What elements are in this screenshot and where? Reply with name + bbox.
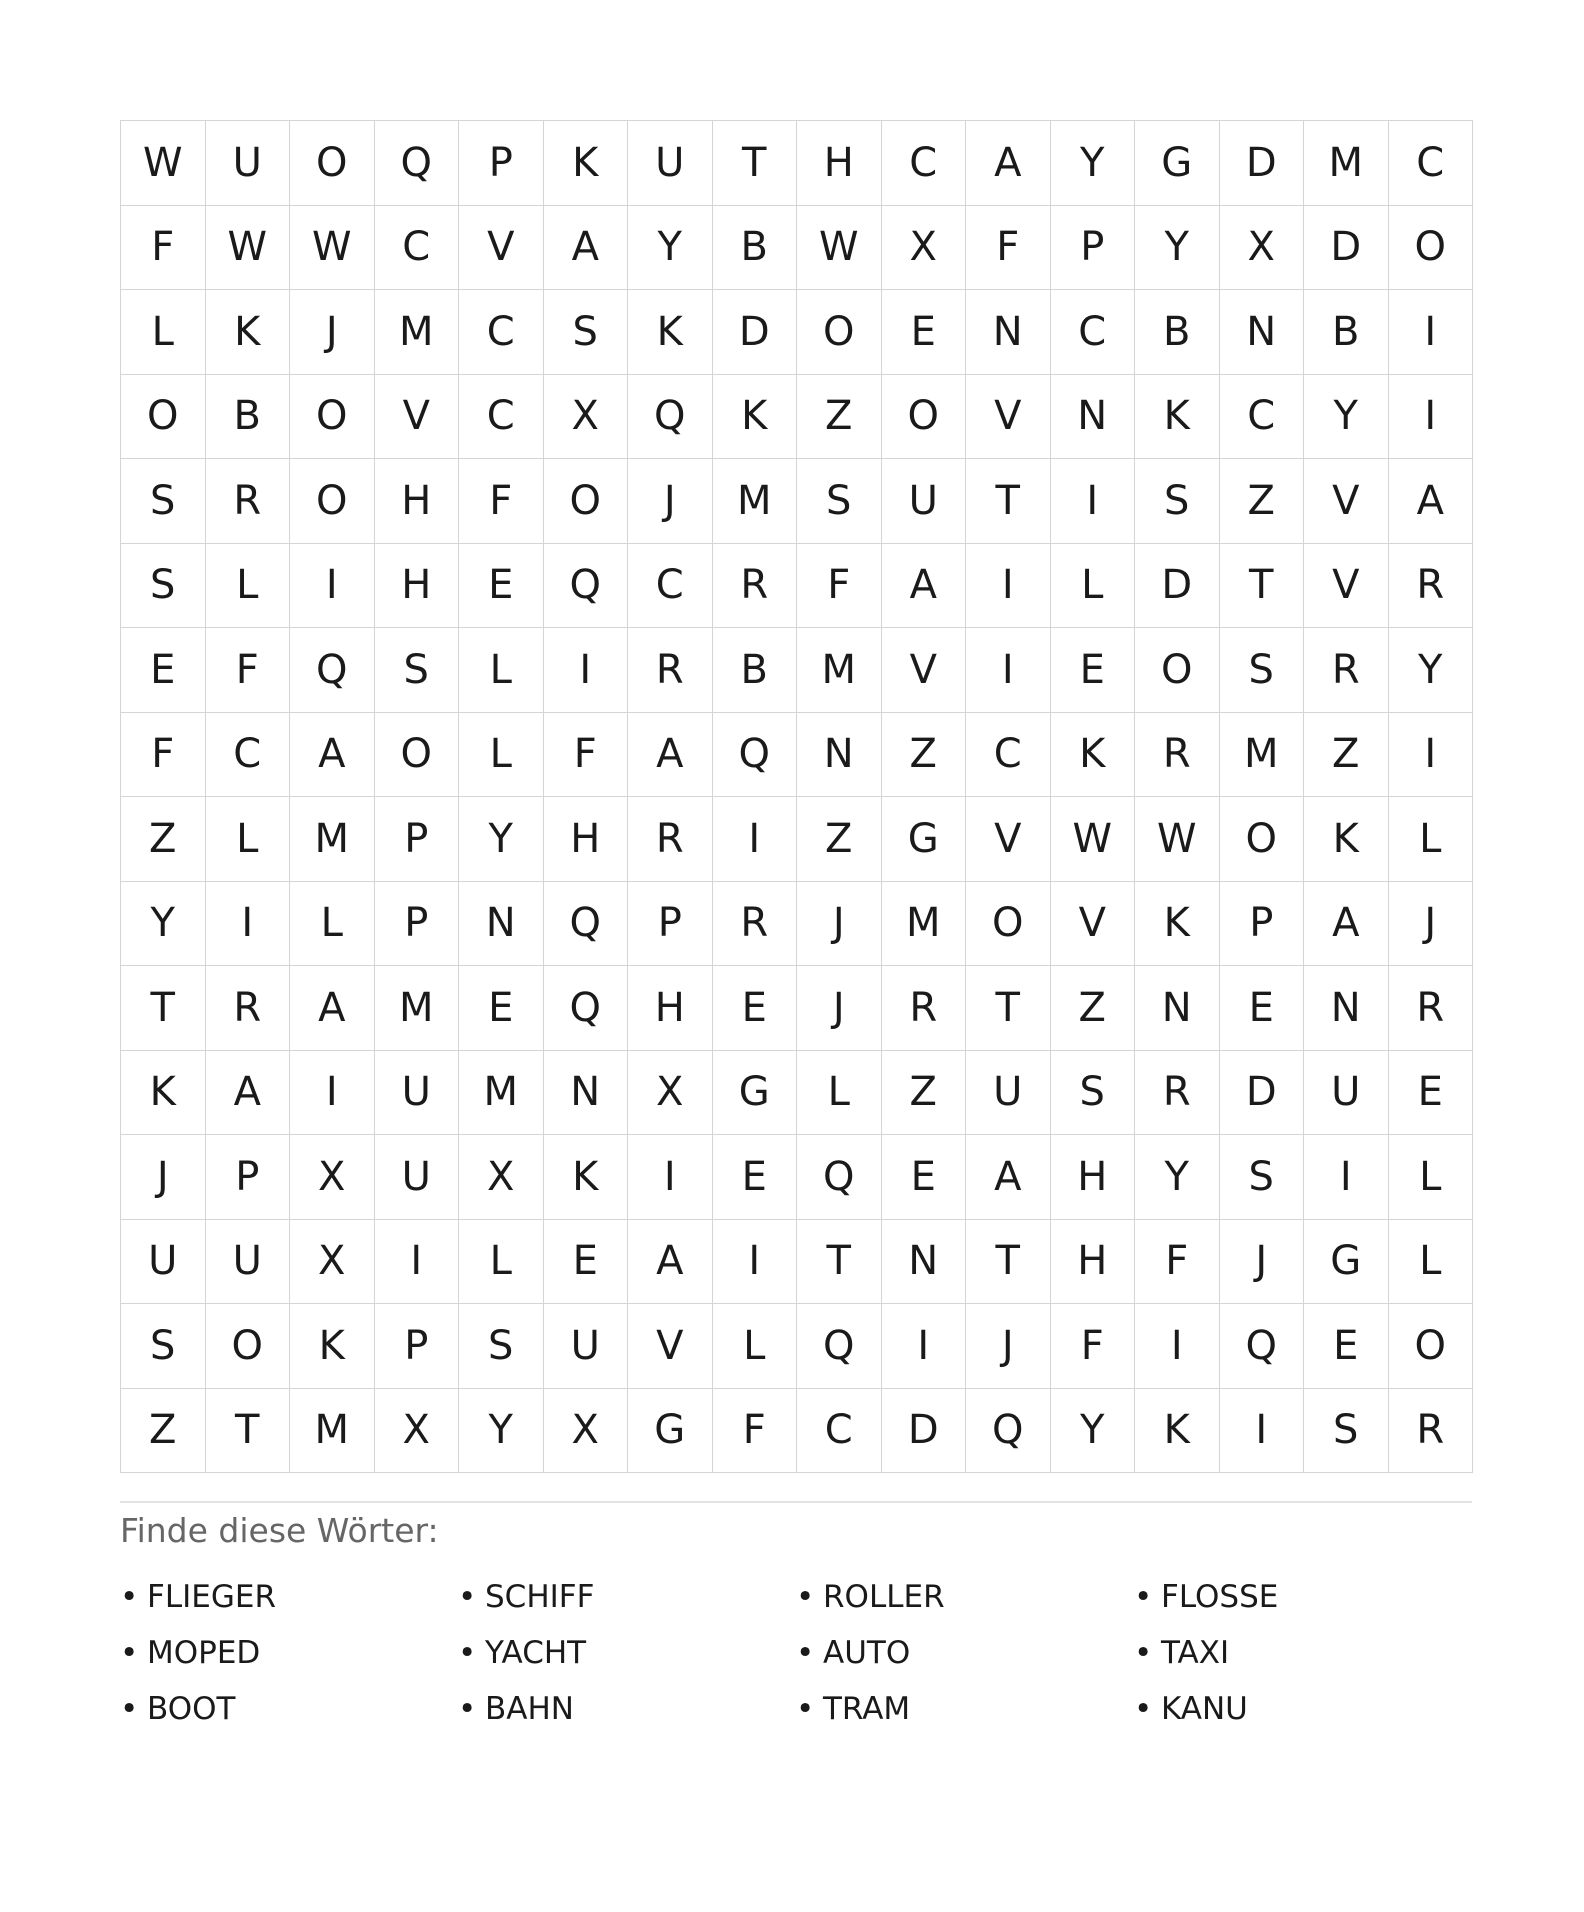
- grid-cell[interactable]: N: [544, 1051, 629, 1136]
- grid-cell[interactable]: X: [628, 1051, 713, 1136]
- grid-cell[interactable]: A: [966, 121, 1051, 206]
- word-label: SCHIFF: [485, 1579, 595, 1615]
- grid-cell[interactable]: J: [628, 459, 713, 544]
- grid-cell[interactable]: M: [1304, 121, 1389, 206]
- grid-cell[interactable]: V: [1051, 882, 1136, 967]
- grid-cell[interactable]: Q: [375, 121, 460, 206]
- grid-cell[interactable]: J: [797, 882, 882, 967]
- grid-cell[interactable]: A: [966, 1135, 1051, 1220]
- grid-cell[interactable]: X: [375, 1389, 460, 1474]
- grid-cell[interactable]: A: [882, 544, 967, 629]
- word-list-item: [796, 1681, 1134, 1737]
- grid-cell[interactable]: B: [1304, 290, 1389, 375]
- grid-cell[interactable]: M: [882, 882, 967, 967]
- grid-cell[interactable]: S: [544, 290, 629, 375]
- grid-cell[interactable]: G: [628, 1389, 713, 1474]
- grid-cell[interactable]: Y: [1051, 121, 1136, 206]
- grid-cell[interactable]: C: [1389, 121, 1474, 206]
- grid-cell[interactable]: V: [1304, 459, 1389, 544]
- grid-cell[interactable]: F: [459, 459, 544, 544]
- grid-cell[interactable]: V: [1304, 544, 1389, 629]
- grid-cell[interactable]: L: [206, 544, 291, 629]
- grid-cell[interactable]: F: [966, 206, 1051, 291]
- bullet-icon: •: [120, 1579, 139, 1615]
- grid-cell[interactable]: Y: [459, 1389, 544, 1474]
- grid-cell[interactable]: E: [1304, 1304, 1389, 1389]
- grid-cell[interactable]: X: [882, 206, 967, 291]
- bullet-icon: •: [1134, 1691, 1153, 1727]
- word-list-item: [458, 1681, 796, 1737]
- grid-cell[interactable]: Y: [1051, 1389, 1136, 1474]
- grid-cell[interactable]: J: [966, 1304, 1051, 1389]
- grid-cell[interactable]: Y: [628, 206, 713, 291]
- word-label: YACHT: [485, 1635, 587, 1671]
- grid-cell[interactable]: N: [1220, 290, 1305, 375]
- grid-cell[interactable]: U: [544, 1304, 629, 1389]
- bullet-icon: •: [120, 1691, 139, 1727]
- word-label: TAXI: [1161, 1635, 1230, 1671]
- grid-cell[interactable]: Q: [797, 1304, 882, 1389]
- grid-cell[interactable]: T: [713, 121, 798, 206]
- grid-cell[interactable]: O: [290, 459, 375, 544]
- grid-cell[interactable]: K: [206, 290, 291, 375]
- grid-cell[interactable]: E: [882, 1135, 967, 1220]
- grid-cell[interactable]: U: [882, 459, 967, 544]
- grid-cell[interactable]: M: [713, 459, 798, 544]
- grid-cell[interactable]: L: [1389, 1220, 1474, 1305]
- grid-cell[interactable]: H: [1051, 1220, 1136, 1305]
- grid-cell[interactable]: O: [1135, 628, 1220, 713]
- grid-cell[interactable]: S: [1220, 1135, 1305, 1220]
- grid-cell[interactable]: Z: [1051, 966, 1136, 1051]
- grid-cell[interactable]: U: [628, 121, 713, 206]
- word-label: MOPED: [147, 1635, 261, 1671]
- grid-cell[interactable]: P: [459, 121, 544, 206]
- grid-cell[interactable]: K: [1051, 713, 1136, 798]
- grid-cell[interactable]: S: [1304, 1389, 1389, 1474]
- grid-cell[interactable]: O: [375, 713, 460, 798]
- grid-cell[interactable]: L: [459, 1220, 544, 1305]
- grid-cell[interactable]: T: [797, 1220, 882, 1305]
- grid-cell[interactable]: O: [206, 1304, 291, 1389]
- grid-cell[interactable]: Z: [882, 1051, 967, 1136]
- word-list-item: [1134, 1681, 1472, 1737]
- grid-cell[interactable]: A: [544, 206, 629, 291]
- grid-cell[interactable]: N: [459, 882, 544, 967]
- grid-cell[interactable]: B: [206, 375, 291, 460]
- grid-cell[interactable]: F: [1135, 1220, 1220, 1305]
- grid-cell[interactable]: Y: [121, 882, 206, 967]
- grid-cell[interactable]: E: [1389, 1051, 1474, 1136]
- grid-cell[interactable]: O: [544, 459, 629, 544]
- grid-cell[interactable]: Y: [1135, 1135, 1220, 1220]
- grid-cell[interactable]: K: [1135, 1389, 1220, 1474]
- grid-cell[interactable]: H: [628, 966, 713, 1051]
- grid-cell[interactable]: C: [375, 206, 460, 291]
- grid-cell[interactable]: F: [544, 713, 629, 798]
- grid-cell[interactable]: L: [206, 797, 291, 882]
- grid-cell[interactable]: Y: [1389, 628, 1474, 713]
- word-search-puzzle: [120, 120, 1472, 1737]
- grid-cell[interactable]: I: [1135, 1304, 1220, 1389]
- grid-cell[interactable]: Y: [459, 797, 544, 882]
- grid-cell[interactable]: I: [966, 628, 1051, 713]
- grid-cell[interactable]: M: [797, 628, 882, 713]
- grid-cell[interactable]: L: [290, 882, 375, 967]
- grid-cell[interactable]: N: [966, 290, 1051, 375]
- grid-cell[interactable]: R: [206, 966, 291, 1051]
- word-list-item: [1134, 1569, 1472, 1625]
- grid-cell[interactable]: Q: [290, 628, 375, 713]
- grid-cell[interactable]: I: [628, 1135, 713, 1220]
- grid-cell[interactable]: D: [1304, 206, 1389, 291]
- grid-cell[interactable]: N: [1304, 966, 1389, 1051]
- grid-cell[interactable]: G: [1135, 121, 1220, 206]
- grid-cell[interactable]: X: [459, 1135, 544, 1220]
- grid-cell[interactable]: O: [1389, 1304, 1474, 1389]
- grid-cell[interactable]: F: [121, 206, 206, 291]
- grid-cell[interactable]: A: [290, 966, 375, 1051]
- grid-cell[interactable]: O: [882, 375, 967, 460]
- grid-cell[interactable]: V: [628, 1304, 713, 1389]
- grid-cell[interactable]: K: [713, 375, 798, 460]
- grid-cell[interactable]: C: [882, 121, 967, 206]
- grid-cell[interactable]: H: [375, 459, 460, 544]
- grid-cell[interactable]: Q: [713, 713, 798, 798]
- grid-cell[interactable]: S: [121, 1304, 206, 1389]
- grid-cell[interactable]: P: [1220, 882, 1305, 967]
- grid-cell[interactable]: Q: [966, 1389, 1051, 1474]
- grid-cell[interactable]: P: [1051, 206, 1136, 291]
- grid-cell[interactable]: R: [713, 882, 798, 967]
- grid-cell[interactable]: W: [290, 206, 375, 291]
- grid-cell[interactable]: L: [1389, 1135, 1474, 1220]
- grid-cell[interactable]: U: [206, 121, 291, 206]
- grid-cell[interactable]: U: [375, 1135, 460, 1220]
- grid-cell[interactable]: X: [1220, 206, 1305, 291]
- word-list-item: [120, 1681, 458, 1737]
- grid-cell[interactable]: R: [1389, 1389, 1474, 1474]
- grid-cell[interactable]: U: [375, 1051, 460, 1136]
- grid-cell[interactable]: K: [544, 1135, 629, 1220]
- grid-cell[interactable]: P: [206, 1135, 291, 1220]
- grid-cell[interactable]: K: [1135, 375, 1220, 460]
- grid-cell[interactable]: H: [375, 544, 460, 629]
- grid-cell[interactable]: Z: [882, 713, 967, 798]
- grid-cell[interactable]: D: [882, 1389, 967, 1474]
- bullet-icon: •: [1134, 1635, 1153, 1671]
- grid-cell[interactable]: M: [375, 966, 460, 1051]
- grid-cell[interactable]: I: [713, 797, 798, 882]
- grid-cell[interactable]: S: [1135, 459, 1220, 544]
- grid-cell[interactable]: B: [1135, 290, 1220, 375]
- grid-cell[interactable]: D: [1220, 121, 1305, 206]
- grid-cell[interactable]: D: [1220, 1051, 1305, 1136]
- grid-cell[interactable]: R: [713, 544, 798, 629]
- grid-cell[interactable]: I: [206, 882, 291, 967]
- grid-cell[interactable]: B: [713, 628, 798, 713]
- word-list-item: [1134, 1625, 1472, 1681]
- word-label: AUTO: [823, 1635, 911, 1671]
- grid-cell[interactable]: S: [1220, 628, 1305, 713]
- grid-cell[interactable]: N: [1051, 375, 1136, 460]
- grid-cell[interactable]: S: [1051, 1051, 1136, 1136]
- grid-cell[interactable]: X: [290, 1135, 375, 1220]
- grid-cell[interactable]: I: [1220, 1389, 1305, 1474]
- grid-cell[interactable]: V: [966, 375, 1051, 460]
- grid-cell[interactable]: Z: [121, 797, 206, 882]
- grid-cell[interactable]: O: [966, 882, 1051, 967]
- grid-cell[interactable]: F: [713, 1389, 798, 1474]
- grid-cell[interactable]: H: [544, 797, 629, 882]
- grid-cell[interactable]: T: [206, 1389, 291, 1474]
- grid-cell[interactable]: E: [1220, 966, 1305, 1051]
- grid-cell[interactable]: W: [206, 206, 291, 291]
- grid-cell[interactable]: O: [290, 375, 375, 460]
- grid-cell[interactable]: E: [1051, 628, 1136, 713]
- grid-cell[interactable]: T: [966, 966, 1051, 1051]
- bullet-icon: •: [796, 1691, 815, 1727]
- grid-cell[interactable]: P: [375, 882, 460, 967]
- grid-cell[interactable]: M: [1220, 713, 1305, 798]
- word-list-item: [796, 1569, 1134, 1625]
- grid-cell[interactable]: D: [713, 290, 798, 375]
- grid-cell[interactable]: T: [966, 1220, 1051, 1305]
- grid-cell[interactable]: I: [1304, 1135, 1389, 1220]
- bullet-icon: •: [458, 1579, 477, 1615]
- grid-cell[interactable]: U: [121, 1220, 206, 1305]
- grid-cell[interactable]: U: [966, 1051, 1051, 1136]
- grid-cell[interactable]: G: [1304, 1220, 1389, 1305]
- word-list-item: [120, 1569, 458, 1625]
- bullet-icon: •: [120, 1635, 139, 1671]
- grid-cell[interactable]: Q: [628, 375, 713, 460]
- grid-cell[interactable]: R: [882, 966, 967, 1051]
- grid-cell[interactable]: K: [628, 290, 713, 375]
- grid-cell[interactable]: P: [375, 797, 460, 882]
- grid-cell[interactable]: K: [1304, 797, 1389, 882]
- grid-cell[interactable]: E: [459, 966, 544, 1051]
- grid-cell[interactable]: N: [797, 713, 882, 798]
- grid-cell[interactable]: I: [544, 628, 629, 713]
- word-list-item: [120, 1625, 458, 1681]
- grid-cell[interactable]: A: [206, 1051, 291, 1136]
- grid-cell[interactable]: C: [797, 1389, 882, 1474]
- grid-cell[interactable]: T: [966, 459, 1051, 544]
- bullet-icon: •: [1134, 1579, 1153, 1615]
- grid-cell[interactable]: Q: [544, 882, 629, 967]
- grid-cell[interactable]: Q: [544, 966, 629, 1051]
- grid-cell[interactable]: L: [713, 1304, 798, 1389]
- grid-cell[interactable]: N: [882, 1220, 967, 1305]
- grid-cell[interactable]: I: [966, 544, 1051, 629]
- grid-cell[interactable]: L: [1051, 544, 1136, 629]
- grid-cell[interactable]: A: [1304, 882, 1389, 967]
- grid-cell[interactable]: Z: [797, 375, 882, 460]
- word-list: [120, 1569, 1472, 1737]
- word-label: TRAM: [823, 1691, 911, 1727]
- grid-cell[interactable]: L: [459, 713, 544, 798]
- grid-cell[interactable]: M: [375, 290, 460, 375]
- grid-cell[interactable]: B: [713, 206, 798, 291]
- grid-cell[interactable]: Z: [797, 797, 882, 882]
- grid-cell[interactable]: L: [797, 1051, 882, 1136]
- grid-cell[interactable]: M: [290, 1389, 375, 1474]
- grid-cell[interactable]: C: [628, 544, 713, 629]
- grid-cell[interactable]: I: [290, 1051, 375, 1136]
- grid-cell[interactable]: C: [459, 375, 544, 460]
- grid-cell[interactable]: W: [121, 121, 206, 206]
- grid-cell[interactable]: G: [713, 1051, 798, 1136]
- grid-cell[interactable]: I: [1389, 290, 1474, 375]
- word-list-item: [458, 1625, 796, 1681]
- grid-cell[interactable]: Y: [1135, 206, 1220, 291]
- word-list-prompt: Finde diese Wörter:: [120, 1511, 439, 1550]
- grid-cell[interactable]: O: [1389, 206, 1474, 291]
- grid-cell[interactable]: K: [290, 1304, 375, 1389]
- grid-cell[interactable]: T: [121, 966, 206, 1051]
- grid-cell[interactable]: P: [375, 1304, 460, 1389]
- grid-cell[interactable]: Q: [797, 1135, 882, 1220]
- grid-cell[interactable]: A: [628, 713, 713, 798]
- grid-cell[interactable]: P: [628, 882, 713, 967]
- grid-cell[interactable]: L: [1389, 797, 1474, 882]
- divider: [120, 1501, 1472, 1503]
- word-label: FLIEGER: [147, 1579, 276, 1615]
- grid-cell[interactable]: G: [882, 797, 967, 882]
- grid-cell[interactable]: R: [1135, 713, 1220, 798]
- grid-cell[interactable]: O: [797, 290, 882, 375]
- grid-cell[interactable]: I: [713, 1220, 798, 1305]
- grid-cell[interactable]: W: [797, 206, 882, 291]
- grid-cell[interactable]: R: [1135, 1051, 1220, 1136]
- grid-cell[interactable]: D: [1135, 544, 1220, 629]
- grid-cell[interactable]: C: [459, 290, 544, 375]
- grid-cell[interactable]: T: [1220, 544, 1305, 629]
- grid-cell[interactable]: C: [206, 713, 291, 798]
- grid-cell[interactable]: I: [882, 1304, 967, 1389]
- grid-cell[interactable]: V: [375, 375, 460, 460]
- grid-cell[interactable]: V: [966, 797, 1051, 882]
- grid-cell[interactable]: Q: [544, 544, 629, 629]
- grid-cell[interactable]: L: [459, 628, 544, 713]
- grid-cell[interactable]: A: [628, 1220, 713, 1305]
- grid-cell[interactable]: I: [1389, 375, 1474, 460]
- grid-cell[interactable]: U: [206, 1220, 291, 1305]
- grid-cell[interactable]: R: [628, 628, 713, 713]
- grid-cell[interactable]: W: [1135, 797, 1220, 882]
- word-label: KANU: [1161, 1691, 1248, 1727]
- grid-cell[interactable]: I: [375, 1220, 460, 1305]
- grid-cell[interactable]: F: [797, 544, 882, 629]
- grid-cell[interactable]: K: [121, 1051, 206, 1136]
- grid-cell[interactable]: W: [1051, 797, 1136, 882]
- grid-cell[interactable]: Q: [1220, 1304, 1305, 1389]
- grid-cell[interactable]: E: [713, 966, 798, 1051]
- grid-cell[interactable]: H: [1051, 1135, 1136, 1220]
- grid-cell[interactable]: A: [290, 713, 375, 798]
- grid-cell[interactable]: R: [628, 797, 713, 882]
- grid-cell[interactable]: X: [544, 375, 629, 460]
- grid-cell[interactable]: C: [1220, 375, 1305, 460]
- grid-cell[interactable]: I: [1389, 713, 1474, 798]
- grid-cell[interactable]: U: [1304, 1051, 1389, 1136]
- grid-cell[interactable]: X: [290, 1220, 375, 1305]
- grid-cell[interactable]: L: [121, 290, 206, 375]
- grid-cell[interactable]: N: [1135, 966, 1220, 1051]
- grid-cell[interactable]: J: [290, 290, 375, 375]
- grid-cell[interactable]: Z: [121, 1389, 206, 1474]
- grid-cell[interactable]: S: [459, 1304, 544, 1389]
- grid-cell[interactable]: O: [1220, 797, 1305, 882]
- grid-cell[interactable]: C: [966, 713, 1051, 798]
- bullet-icon: •: [796, 1635, 815, 1671]
- word-label: BOOT: [147, 1691, 236, 1727]
- grid-cell[interactable]: E: [459, 544, 544, 629]
- bullet-icon: •: [458, 1691, 477, 1727]
- grid-cell[interactable]: S: [375, 628, 460, 713]
- word-label: BAHN: [485, 1691, 574, 1727]
- grid-cell[interactable]: E: [713, 1135, 798, 1220]
- word-list-item: [796, 1625, 1134, 1681]
- grid-cell[interactable]: J: [797, 966, 882, 1051]
- word-label: ROLLER: [823, 1579, 945, 1615]
- grid-cell[interactable]: J: [1389, 882, 1474, 967]
- grid-cell[interactable]: I: [290, 544, 375, 629]
- grid-cell[interactable]: M: [459, 1051, 544, 1136]
- letter-grid: [120, 120, 1473, 1473]
- grid-cell[interactable]: C: [1051, 290, 1136, 375]
- grid-cell[interactable]: K: [1135, 882, 1220, 967]
- grid-cell[interactable]: J: [121, 1135, 206, 1220]
- grid-cell[interactable]: M: [290, 797, 375, 882]
- grid-cell[interactable]: F: [1051, 1304, 1136, 1389]
- grid-cell[interactable]: R: [1304, 628, 1389, 713]
- grid-cell[interactable]: A: [1389, 459, 1474, 544]
- grid-cell[interactable]: R: [1389, 544, 1474, 629]
- grid-cell[interactable]: O: [121, 375, 206, 460]
- grid-cell[interactable]: R: [1389, 966, 1474, 1051]
- grid-cell[interactable]: I: [1051, 459, 1136, 544]
- grid-cell[interactable]: V: [882, 628, 967, 713]
- grid-cell[interactable]: J: [1220, 1220, 1305, 1305]
- grid-cell[interactable]: Z: [1220, 459, 1305, 544]
- grid-cell[interactable]: O: [290, 121, 375, 206]
- grid-cell[interactable]: S: [121, 544, 206, 629]
- grid-cell[interactable]: H: [797, 121, 882, 206]
- grid-cell[interactable]: R: [206, 459, 291, 544]
- word-list-item: [458, 1569, 796, 1625]
- grid-cell[interactable]: F: [206, 628, 291, 713]
- grid-cell[interactable]: K: [544, 121, 629, 206]
- bullet-icon: •: [796, 1579, 815, 1615]
- grid-cell[interactable]: E: [121, 628, 206, 713]
- word-label: FLOSSE: [1161, 1579, 1279, 1615]
- grid-cell[interactable]: F: [121, 713, 206, 798]
- grid-cell[interactable]: Z: [1304, 713, 1389, 798]
- grid-cell[interactable]: X: [544, 1389, 629, 1474]
- grid-cell[interactable]: E: [544, 1220, 629, 1305]
- grid-cell[interactable]: S: [797, 459, 882, 544]
- bullet-icon: •: [458, 1635, 477, 1671]
- grid-cell[interactable]: E: [882, 290, 967, 375]
- grid-cell[interactable]: V: [459, 206, 544, 291]
- grid-cell[interactable]: S: [121, 459, 206, 544]
- grid-cell[interactable]: Y: [1304, 375, 1389, 460]
